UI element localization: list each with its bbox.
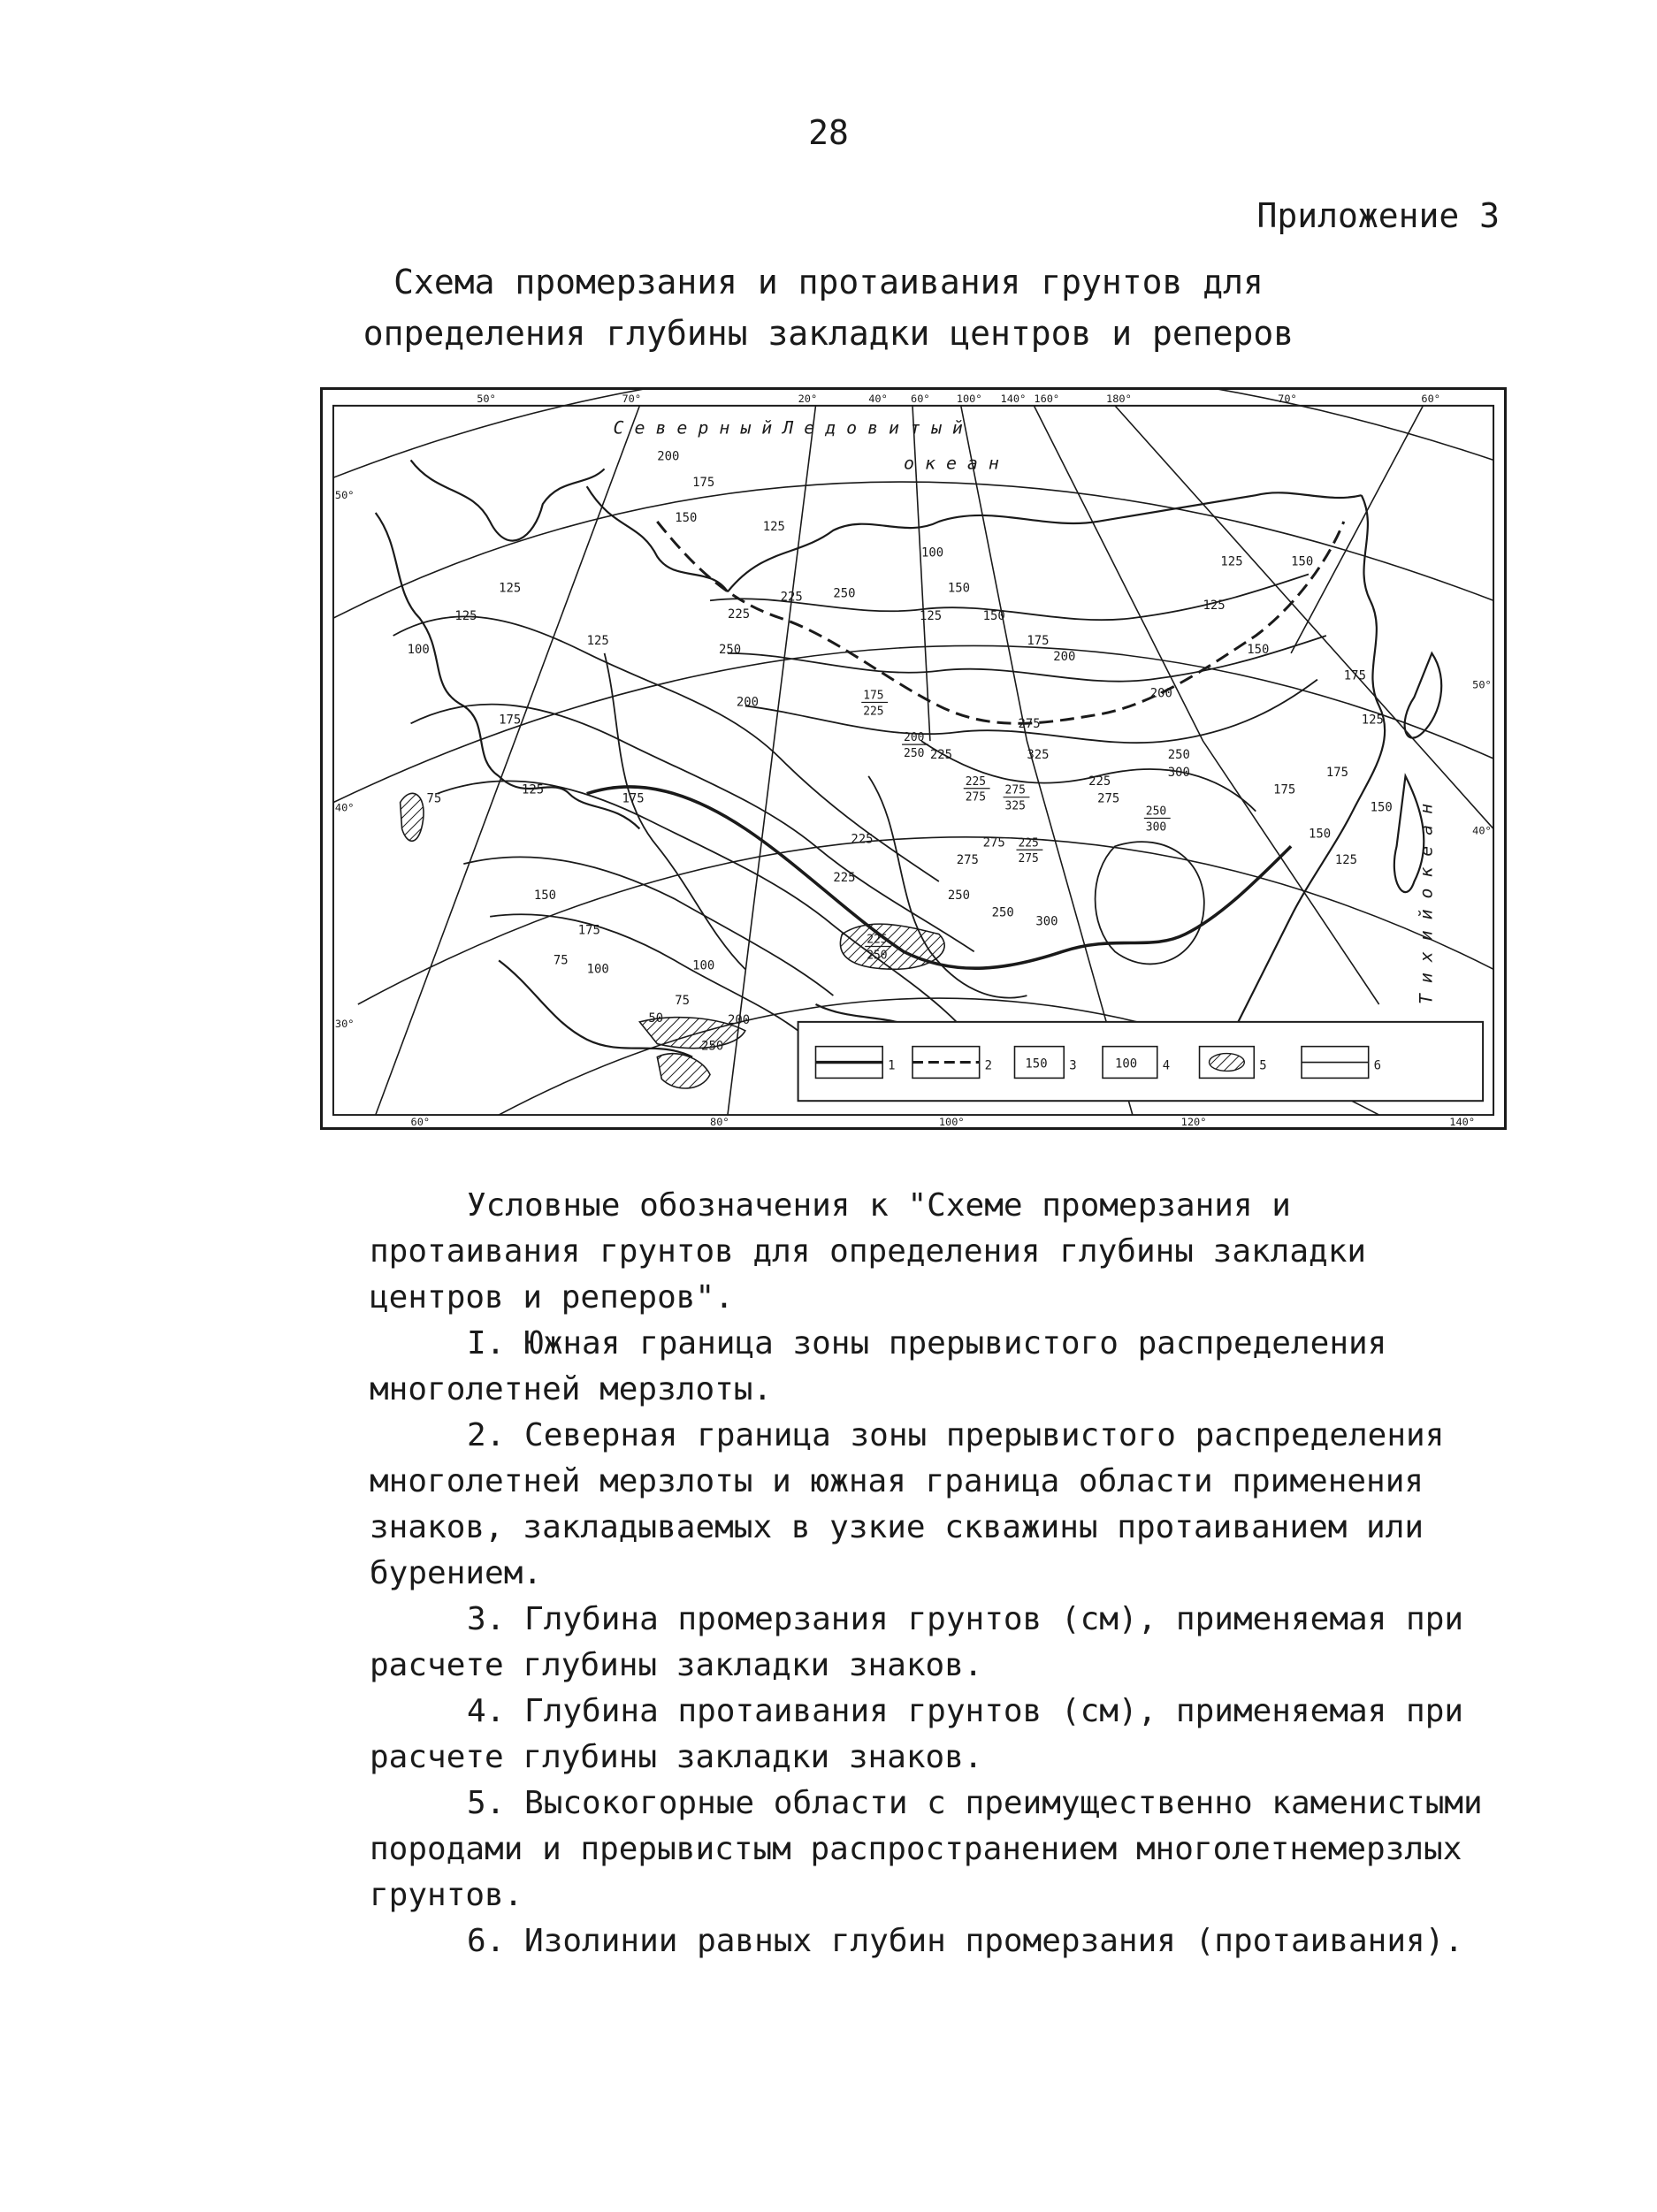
isoline-label-35: 300 (1167, 765, 1190, 780)
isoline-label-51: 75 (675, 994, 690, 1008)
bottom-scale-2: 100° (938, 1116, 965, 1127)
isoline-label-53: 200 (727, 1012, 751, 1027)
isoline-label-57: 150 (1370, 800, 1393, 815)
isoline-label-47: 175 (1343, 668, 1366, 683)
legend-number-5: 5 (1259, 1058, 1267, 1073)
isoline-label-3: 175 (499, 713, 522, 728)
fraction-6-top: 175 (863, 689, 884, 703)
isoline-label-52: 50 (648, 1011, 664, 1026)
isoline-label-46: 150 (1247, 642, 1270, 657)
isoline-label-41: 250 (991, 905, 1014, 920)
isoline-label-1: 100 (407, 642, 430, 657)
fraction-3-bottom: 275 (1018, 852, 1039, 866)
isoline-label-36: 300 (1035, 914, 1058, 929)
top-scale-2: 20° (798, 392, 818, 405)
top-scale-1: 70° (622, 392, 642, 405)
title-line-2: определения глубины закладки центров и реперов (363, 314, 1294, 353)
bottom-scale-1: 80° (710, 1116, 729, 1127)
ocean-names (614, 418, 1437, 1004)
fraction-labels (861, 690, 1170, 963)
map-svg (323, 390, 1504, 1127)
isoline-label-4: 75 (426, 791, 442, 806)
fraction-2 (1004, 784, 1030, 813)
isoline-label-42: 175 (1273, 782, 1296, 797)
top-scale (477, 393, 1440, 405)
legend-box-4-value: 100 (1114, 1056, 1138, 1072)
legend-description (370, 1183, 1510, 1964)
fraction-3 (1016, 836, 1042, 866)
isoline-label-15: 175 (577, 923, 600, 938)
isoline-label-16: 100 (586, 962, 609, 977)
isoline-label-49: 125 (1220, 554, 1243, 569)
fraction-5-top: 225 (867, 933, 888, 947)
page-number: 28 (808, 113, 849, 152)
top-scale-9: 70° (1278, 392, 1297, 405)
bottom-scale-4: 140° (1449, 1116, 1476, 1127)
top-scale-4: 60° (911, 392, 930, 405)
legend-number-2: 2 (984, 1058, 993, 1073)
isoline-label-34: 250 (1167, 748, 1190, 762)
isoline-label-44: 125 (1334, 853, 1358, 868)
isoline-label-6: 125 (521, 782, 545, 797)
isoline-label-33: 275 (1097, 791, 1120, 806)
fraction-6 (861, 690, 888, 719)
fraction-0 (902, 731, 928, 760)
highland-area-4 (657, 1054, 710, 1088)
isoline-label-55: 175 (1325, 765, 1349, 780)
isoline-label-39: 250 (947, 888, 970, 903)
isoline-label-45: 125 (1203, 599, 1226, 614)
highland-area-2 (840, 924, 944, 969)
fraction-2-top: 275 (1004, 783, 1026, 797)
isoline-label-25: 200 (736, 695, 760, 710)
legend-box-3-value: 150 (1025, 1056, 1048, 1072)
top-scale-6: 140° (1000, 392, 1027, 405)
legend-intro: Условные обозначения к "Схеме промерзания и протаивания грунтов для определения глубины закладки центров и реперов". (370, 1187, 1367, 1316)
left-scale-1: 40° (334, 801, 355, 814)
isoline-label-38: 225 (851, 832, 874, 847)
fraction-0-top: 200 (904, 731, 925, 745)
isoline-label-14: 150 (533, 888, 557, 903)
right-scale-1: 40° (1472, 824, 1492, 837)
pacific-ocean: Т и х и й о к е а н (1416, 803, 1437, 1004)
isoline-label-13: 225 (833, 871, 856, 885)
isoline-label-56: 125 (1361, 713, 1384, 728)
legend-number-6: 6 (1373, 1058, 1382, 1073)
fraction-4 (1144, 805, 1171, 835)
top-scale-10: 60° (1421, 392, 1440, 405)
legend-item-text-1: I. Южная граница зоны прерывистого распределения многолетней мерзлоты. (370, 1325, 1387, 1407)
fraction-1-bottom: 275 (965, 790, 987, 805)
bottom-scale-0: 60° (410, 1116, 431, 1127)
left-scale-0: 50° (334, 489, 355, 502)
isoline-label-12: 250 (718, 642, 742, 657)
isoline-label-8: 175 (692, 476, 715, 491)
legend-item-text-2: 2. Северная граница зоны прерывистого распределения многолетней мерзлоты и южная граница области применения знаков, закладываемых в узкие скважины протаиванием или бурением. (370, 1417, 1445, 1591)
isoline-label-19: 100 (920, 545, 944, 561)
isoline-label-21: 125 (919, 609, 943, 624)
isoline-label-30: 275 (1018, 717, 1041, 732)
isoline-label-37: 275 (982, 835, 1005, 850)
fraction-0-bottom: 250 (904, 747, 925, 761)
bottom-scale-3: 120° (1180, 1116, 1207, 1127)
isoline-label-31: 325 (1027, 748, 1050, 762)
isoline-label-43: 150 (1308, 827, 1332, 842)
right-scale-0: 50° (1472, 678, 1492, 691)
isoline-label-5: 175 (622, 791, 645, 806)
isoline-label-24: 200 (1053, 649, 1076, 664)
isoline-label-54: 250 (701, 1039, 724, 1054)
isoline-label-7: 150 (675, 510, 698, 525)
top-scale-0: 50° (477, 392, 496, 405)
title-line-1: Схема промерзания и протаивания грунтов для (393, 263, 1264, 301)
legend-item-text-4: 4. Глубина протаивания грунтов (см), применяемая при расчете глубины закладки знаков. (370, 1693, 1464, 1775)
fraction-1 (964, 775, 990, 805)
arctic-ocean-line-2: о к е а н (904, 453, 999, 474)
top-scale-3: 40° (868, 392, 888, 405)
isoline-label-20: 150 (947, 581, 970, 596)
legend-item-text-6: 6. Изолинии равных глубин промерзания (протаивания). (467, 1923, 1464, 1959)
fraction-4-top: 250 (1145, 805, 1167, 819)
legend-item-text-3: 3. Глубина промерзания грунтов (см), применяемая при расчете глубины закладки знаков. (370, 1601, 1464, 1683)
top-scale-7: 160° (1034, 392, 1060, 405)
fraction-3-top: 225 (1018, 836, 1039, 850)
isoline-label-28: 225 (929, 748, 953, 762)
isoline-label-17: 75 (553, 953, 569, 968)
fraction-1-top: 225 (965, 774, 987, 789)
fraction-5-bottom: 250 (867, 949, 888, 963)
map-title (0, 256, 1657, 359)
fraction-2-bottom: 325 (1004, 799, 1026, 813)
isoline-label-18: 125 (499, 581, 522, 596)
isoline-label-48: 150 (1291, 554, 1314, 569)
isoline-label-10: 125 (762, 519, 785, 534)
legend-number-4: 4 (1162, 1058, 1171, 1073)
isoline-label-27: 250 (833, 586, 856, 601)
isoline-label-22: 150 (982, 609, 1005, 624)
isoline-label-32: 225 (1088, 774, 1111, 789)
top-scale-8: 180° (1106, 392, 1132, 405)
fraction-6-bottom: 225 (863, 705, 884, 719)
isoline-label-40: 200 (1149, 686, 1172, 701)
permafrost-map (320, 387, 1507, 1130)
isoline-label-50: 100 (692, 958, 715, 973)
isoline-label-26: 225 (780, 590, 803, 605)
top-scale-5: 100° (956, 392, 982, 405)
isoline-label-2: 125 (586, 633, 609, 648)
legend-number-1: 1 (888, 1058, 896, 1073)
isoline-label-9: 200 (657, 449, 680, 464)
arctic-ocean-line-1: С е в е р н ы й Л е д о в и т ы й (613, 417, 963, 439)
appendix-label: Приложение 3 (1256, 196, 1500, 235)
left-scale-2: 30° (334, 1017, 355, 1030)
bottom-scale (411, 1116, 1475, 1127)
fraction-4-bottom: 300 (1145, 820, 1167, 835)
isoline-label-11: 225 (727, 607, 751, 622)
isoline-label-29: 275 (956, 853, 979, 868)
isoline-label-0: 125 (454, 609, 477, 624)
map-legend (798, 1022, 1484, 1101)
legend-number-3: 3 (1069, 1058, 1077, 1073)
legend-item-text-5: 5. Высокогорные области с преимущественно каменистыми породами и прерывистым распространением многолетнемерзлых грунтов. (370, 1785, 1483, 1913)
highland-area-1 (401, 793, 424, 841)
isoline-label-23: 175 (1027, 633, 1050, 648)
